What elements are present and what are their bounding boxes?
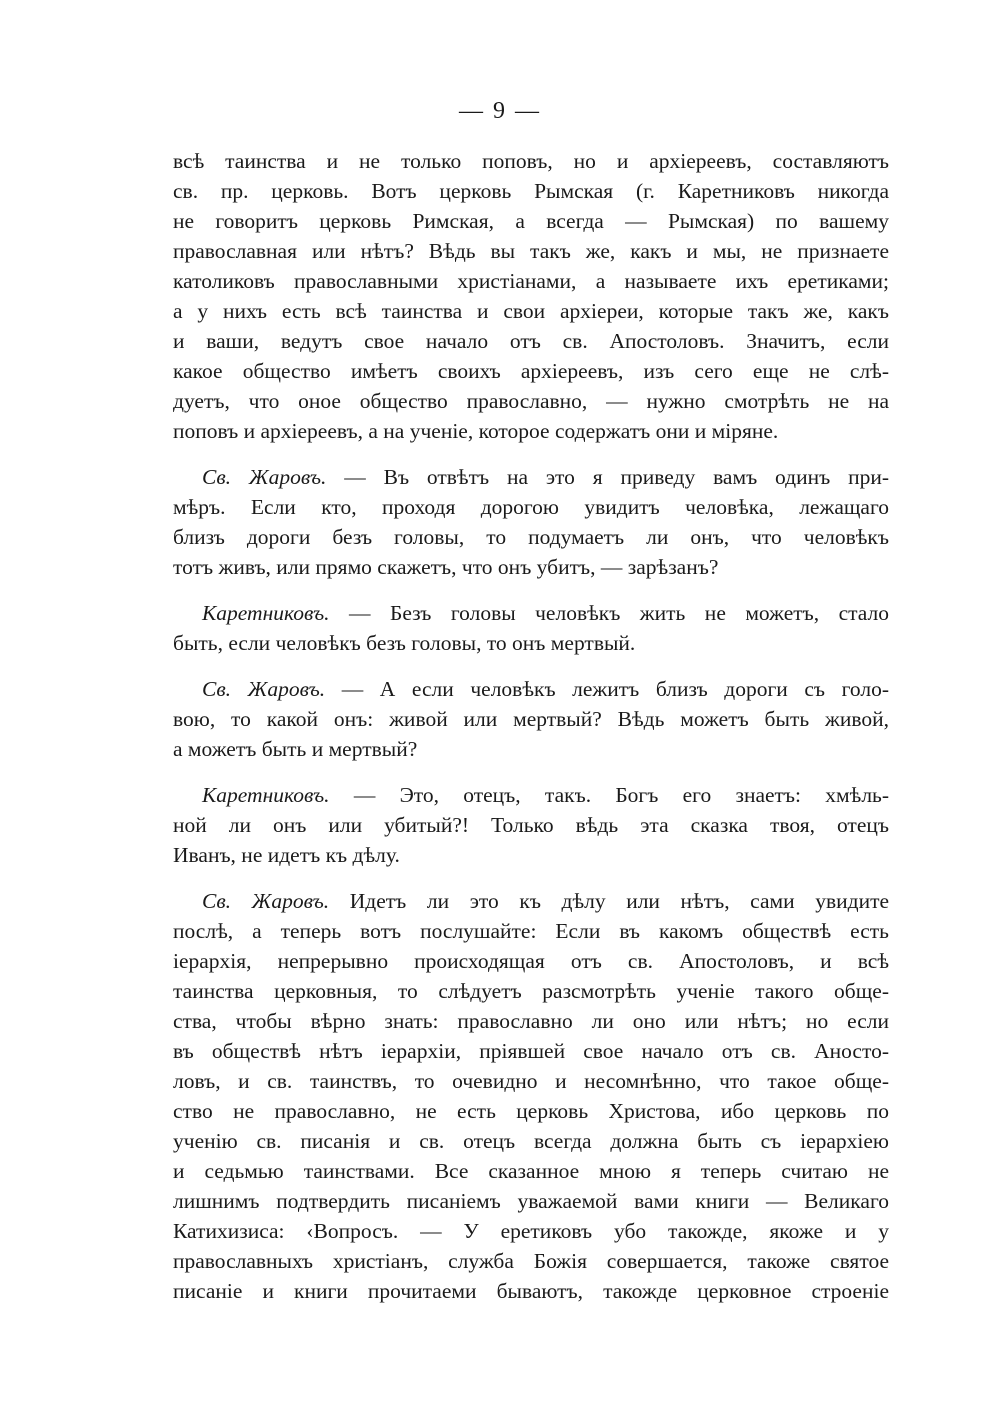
line-text: вою, то какой онъ: живой или мертвый? Вѣдь можетъ быть живой, [173,707,889,731]
text-line [173,462,889,492]
text-line [173,296,889,326]
line-text: ство не православно, не есть церковь Христова, ибо церковь по [173,1099,889,1123]
text-line [173,356,889,386]
text-line [173,946,889,976]
line-text: какое общество имѣетъ своихъ архіереевъ, изъ сего еще не слѣ- [173,359,889,383]
text-line [173,552,889,582]
line-text: православная или нѣтъ? Вѣдь вы такъ же, какъ и мы, не признаете [173,239,889,263]
line-text: писаніе и книги прочитаеми бываютъ, такожде церковное строеніе [173,1279,889,1303]
paragraph [173,598,889,658]
line-text: Идетъ ли это къ дѣлу или нѣтъ, сами увидите [349,889,889,913]
line-text: Иванъ, не идетъ къ дѣлу. [173,843,400,867]
page-text [173,146,889,1322]
text-line [173,704,889,734]
line-text: и седьмью таинствами. Все сказанное мною я теперь считаю не [173,1159,889,1183]
line-text: въ обществѣ нѣтъ іерархіи, пріявшей свое начало отъ св. Аносто- [173,1039,889,1063]
text-line [173,1276,889,1306]
line-text: ства, чтобы вѣрно знать: православно ли оно или нѣтъ; но если [173,1009,889,1033]
line-text: — Въ отвѣтъ на это я приведу вамъ одинъ при- [344,465,889,489]
text-line [173,674,889,704]
speaker-name: Каретниковъ. [202,601,330,625]
paragraph [173,780,889,870]
text-line [173,1066,889,1096]
line-text: всѣ таинства и не только поповъ, но и архіереевъ, составляютъ [173,149,889,173]
text-line [173,1096,889,1126]
line-text: православныхъ христіанъ, служба Божія совершается, такоже святое [173,1249,889,1273]
line-text: католиковъ православными христіанами, а называете ихъ еретиками; [173,269,889,293]
text-line [173,1246,889,1276]
line-text: ученію св. писанія и св. отецъ всегда должна быть съ іерархіею [173,1129,889,1153]
line-text: лишнимъ подтвердить писаніемъ уважаемой вами книги — Великаго [173,1189,889,1213]
text-line [173,1126,889,1156]
text-line [173,976,889,1006]
line-text: — А если человѣкъ лежитъ близъ дороги съ голо- [341,677,889,701]
line-text: быть, если человѣкъ безъ головы, то онъ мертвый. [173,631,636,655]
text-line [173,1006,889,1036]
text-line [173,1186,889,1216]
text-line [173,780,889,810]
speaker-name: Каретниковъ. [202,783,330,807]
text-line [173,628,889,658]
paragraph [173,146,889,446]
line-text: тотъ живъ, или прямо скажетъ, что онъ убитъ, — зарѣзанъ? [173,555,719,579]
text-line [173,1036,889,1066]
paragraph [173,462,889,582]
text-line [173,522,889,552]
text-line [173,206,889,236]
text-line [173,1156,889,1186]
text-line [173,1216,889,1246]
line-text: а можетъ быть и мертвый? [173,737,418,761]
line-text: дуетъ, что оное общество православно, — нужно смотрѣть не на [173,389,889,413]
line-text: ловъ, и св. таинствъ, то очевидно и несомнѣнно, что такое обще- [173,1069,889,1093]
speaker-name: Св. Жаровъ. [202,889,330,913]
text-line [173,810,889,840]
text-line [173,266,889,296]
line-text: и ваши, ведутъ свое начало отъ св. Апостоловъ. Значитъ, если [173,329,889,353]
line-text: послѣ, а теперь вотъ послушайте: Если въ какомъ обществѣ есть [173,919,889,943]
paragraph [173,674,889,764]
text-line [173,916,889,946]
line-text: — Это, отецъ, такъ. Богъ его знаетъ: хмѣль- [353,783,889,807]
text-line [173,236,889,266]
line-text: поповъ и архіереевъ, а на ученіе, которое содержатъ они и міряне. [173,419,779,443]
text-line [173,176,889,206]
line-text: мѣръ. Если кто, проходя дорогою увидитъ человѣка, лежащаго [173,495,889,519]
text-line [173,598,889,628]
text-line [173,146,889,176]
line-text: не говоритъ церковь Римская, а всегда — Рымская) по вашему [173,209,889,233]
text-line [173,416,889,446]
speaker-name: Св. Жаровъ. [202,677,326,701]
line-text: а у нихъ есть всѣ таинства и свои архіереи, которые такъ же, какъ [173,299,889,323]
line-text: св. пр. церковь. Вотъ церковь Рымская (г. Каретниковъ никогда [173,179,889,203]
paragraph [173,886,889,1306]
text-line [173,734,889,764]
text-line [173,386,889,416]
page-number: — 9 — [459,98,541,124]
line-text: близъ дороги безъ головы, то подумаетъ ли онъ, что человѣкъ [173,525,889,549]
line-text: таинства церковныя, то слѣдуетъ разсмотрѣть ученіе такого обще- [173,979,889,1003]
text-line [173,886,889,916]
line-text: Катихизиса: ‹Вопросъ. — У еретиковъ убо такожде, якоже и у [173,1219,889,1243]
text-line [173,840,889,870]
line-text: іерархія, непрерывно происходящая отъ св. Апостоловъ, и всѣ [173,949,889,973]
text-line [173,492,889,522]
text-line [173,326,889,356]
speaker-name: Св. Жаровъ. [202,465,327,489]
line-text: — Безъ головы человѣкъ жить не можетъ, стало [349,601,889,625]
line-text: ной ли онъ или убитый?! Только вѣдь эта сказка твоя, отецъ [173,813,889,837]
